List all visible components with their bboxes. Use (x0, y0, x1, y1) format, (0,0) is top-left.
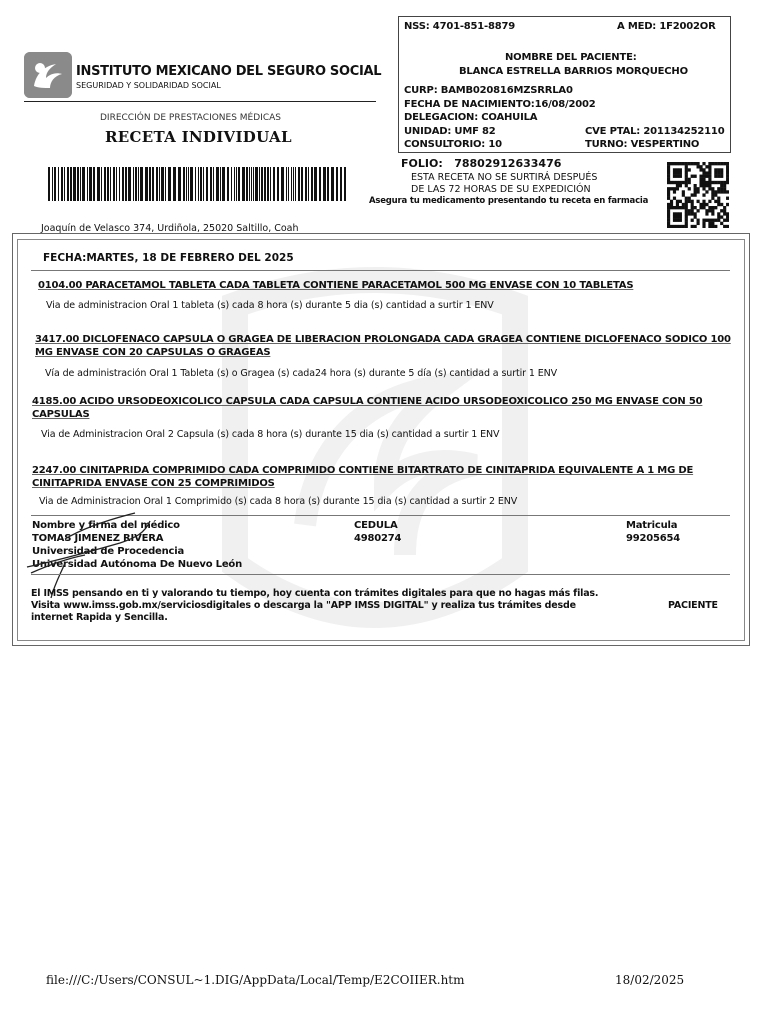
cedula-number: 4980274 (354, 533, 402, 544)
dosage-instructions-4: Via de Administracion Oral 1 Comprimido (s) cada 8 hora (s) durante 15 dia (s) cantidad a surtir 2 ENV (39, 496, 518, 507)
patient-name-label: NOMBRE DEL PACIENTE: (505, 52, 637, 63)
barcode (48, 167, 346, 201)
pharmacy-note: Asegura tu medicamento presentando tu receta en farmacia (369, 196, 649, 206)
dosage-instructions-3: Via de Administracion Oral 2 Capsula (s) cada 8 hora (s) durante 15 dia (s) cantidad a surtir 1 ENV (41, 429, 500, 440)
imss-logo (24, 52, 72, 98)
dosage-instructions-1: Via de administracion Oral 1 tableta (s) cada 8 hora (s) durante 5 dia (s) cantidad a surtir 1 ENV (46, 300, 494, 311)
digital-services-note-3: internet Rapida y Sencilla. (31, 612, 168, 623)
folio (401, 157, 561, 170)
unidad: UNIDAD: UMF 82 (404, 126, 496, 137)
institution-subtitle: SEGURIDAD Y SOLIDARIDAD SOCIAL (76, 81, 221, 90)
medication-item-4: 2247.00 CINITAPRIDA COMPRIMIDO CADA COMPRIMIDO CONTIENE BITARTRATO DE CINITAPRIDA EQUIVALENTE A 1 MG DE (32, 465, 694, 476)
qr-code-icon (667, 162, 729, 228)
digital-services-note-1: El IMSS pensando en ti y valorando tu tiempo, hoy cuenta con trámites digitales para que no hagas más filas. (31, 588, 599, 599)
medication-item-1: 0104.00 PARACETAMOL TABLETA CADA TABLETA CONTIENE PARACETAMOL 500 MG ENVASE CON 10 TABLETAS (38, 280, 634, 291)
imss-eagle-icon (24, 52, 72, 98)
medication-item-3: 4185.00 ACIDO URSODEOXICOLICO CAPSULA CADA CAPSULA CONTIENE ACIDO URSODEOXICOLICO 250 MG ENVASE CON 50 (32, 396, 703, 407)
matricula-number: 99205654 (626, 533, 681, 544)
direction-label: DIRECCIÓN DE PRESTACIONES MÉDICAS (100, 113, 281, 123)
header-divider (24, 101, 376, 102)
form-title: RECETA INDIVIDUAL (105, 128, 292, 146)
doctor-label: Nombre y firma del médico (32, 520, 180, 531)
prescription-date: FECHA:MARTES, 18 DE FEBRERO DEL 2025 (43, 252, 294, 264)
cedula-label: CEDULA (354, 520, 398, 531)
expiry-warning-2: DE LAS 72 HORAS DE SU EXPEDICIÓN (411, 184, 591, 195)
expiry-warning-1: ESTA RECETA NO SE SURTIRÁ DESPUÉS (411, 172, 598, 183)
medication-item-4-cont: CINITAPRIDA ENVASE CON 25 COMPRIMIDOS (32, 478, 275, 489)
copy-label: PACIENTE (668, 600, 718, 611)
cve-ptal: CVE PTAL: 201134252110 (585, 126, 725, 137)
print-date: 18/02/2025 (615, 973, 685, 987)
curp: CURP: BAMB020816MZSRRLA0 (404, 85, 573, 96)
medication-item-2: 3417.00 DICLOFENACO CAPSULA O GRAGEA DE LIBERACION PROLONGADA CADA GRAGEA CONTIENE DICLOFENACO SODICO 100 (35, 334, 731, 345)
university-label: Universidad de Procedencia (32, 546, 185, 557)
turno: TURNO: VESPERTINO (585, 139, 700, 150)
date-divider (31, 270, 730, 271)
university-name: Universidad Autónoma De Nuevo León (32, 559, 243, 570)
medication-item-2-cont: MG ENVASE CON 20 CAPSULAS O GRAGEAS (35, 347, 271, 358)
print-file-path: file:///C:/Users/CONSUL~1.DIG/AppData/Local/Temp/E2COIIER.htm (46, 973, 465, 987)
doctor-name: TOMAS JIMENEZ RIVERA (32, 533, 164, 544)
institution-name: INSTITUTO MEXICANO DEL SEGURO SOCIAL (76, 64, 382, 79)
delegacion: DELEGACION: COAHUILA (404, 112, 538, 123)
consultorio: CONSULTORIO: 10 (404, 139, 502, 150)
doctor-divider (31, 574, 730, 575)
clinic-address: Joaquín de Velasco 374, Urdiñola, 25020 Saltillo, Coah (41, 223, 299, 234)
birth-date: FECHA DE NACIMIENTO:16/08/2002 (404, 99, 596, 110)
medication-item-3-cont: CAPSULAS (32, 409, 90, 420)
matricula-label: Matricula (626, 520, 678, 531)
folio-label: FOLIO: (401, 157, 443, 170)
nss: NSS: 4701-851-8879 (404, 21, 516, 32)
amed: A MED: 1F2002OR (617, 21, 716, 32)
digital-services-note-2: Visita www.imss.gob.mx/serviciosdigitales o descarga la "APP IMSS DIGITAL" y realiza tus trámites desde (31, 600, 576, 611)
patient-name: BLANCA ESTRELLA BARRIOS MORQUECHO (459, 66, 688, 77)
folio-number: 78802912633476 (454, 157, 562, 170)
dosage-instructions-2: Vía de administración Oral 1 Tableta (s) o Gragea (s) cada24 hora (s) durante 5 día (s) cantidad a surtir 1 ENV (45, 368, 558, 379)
